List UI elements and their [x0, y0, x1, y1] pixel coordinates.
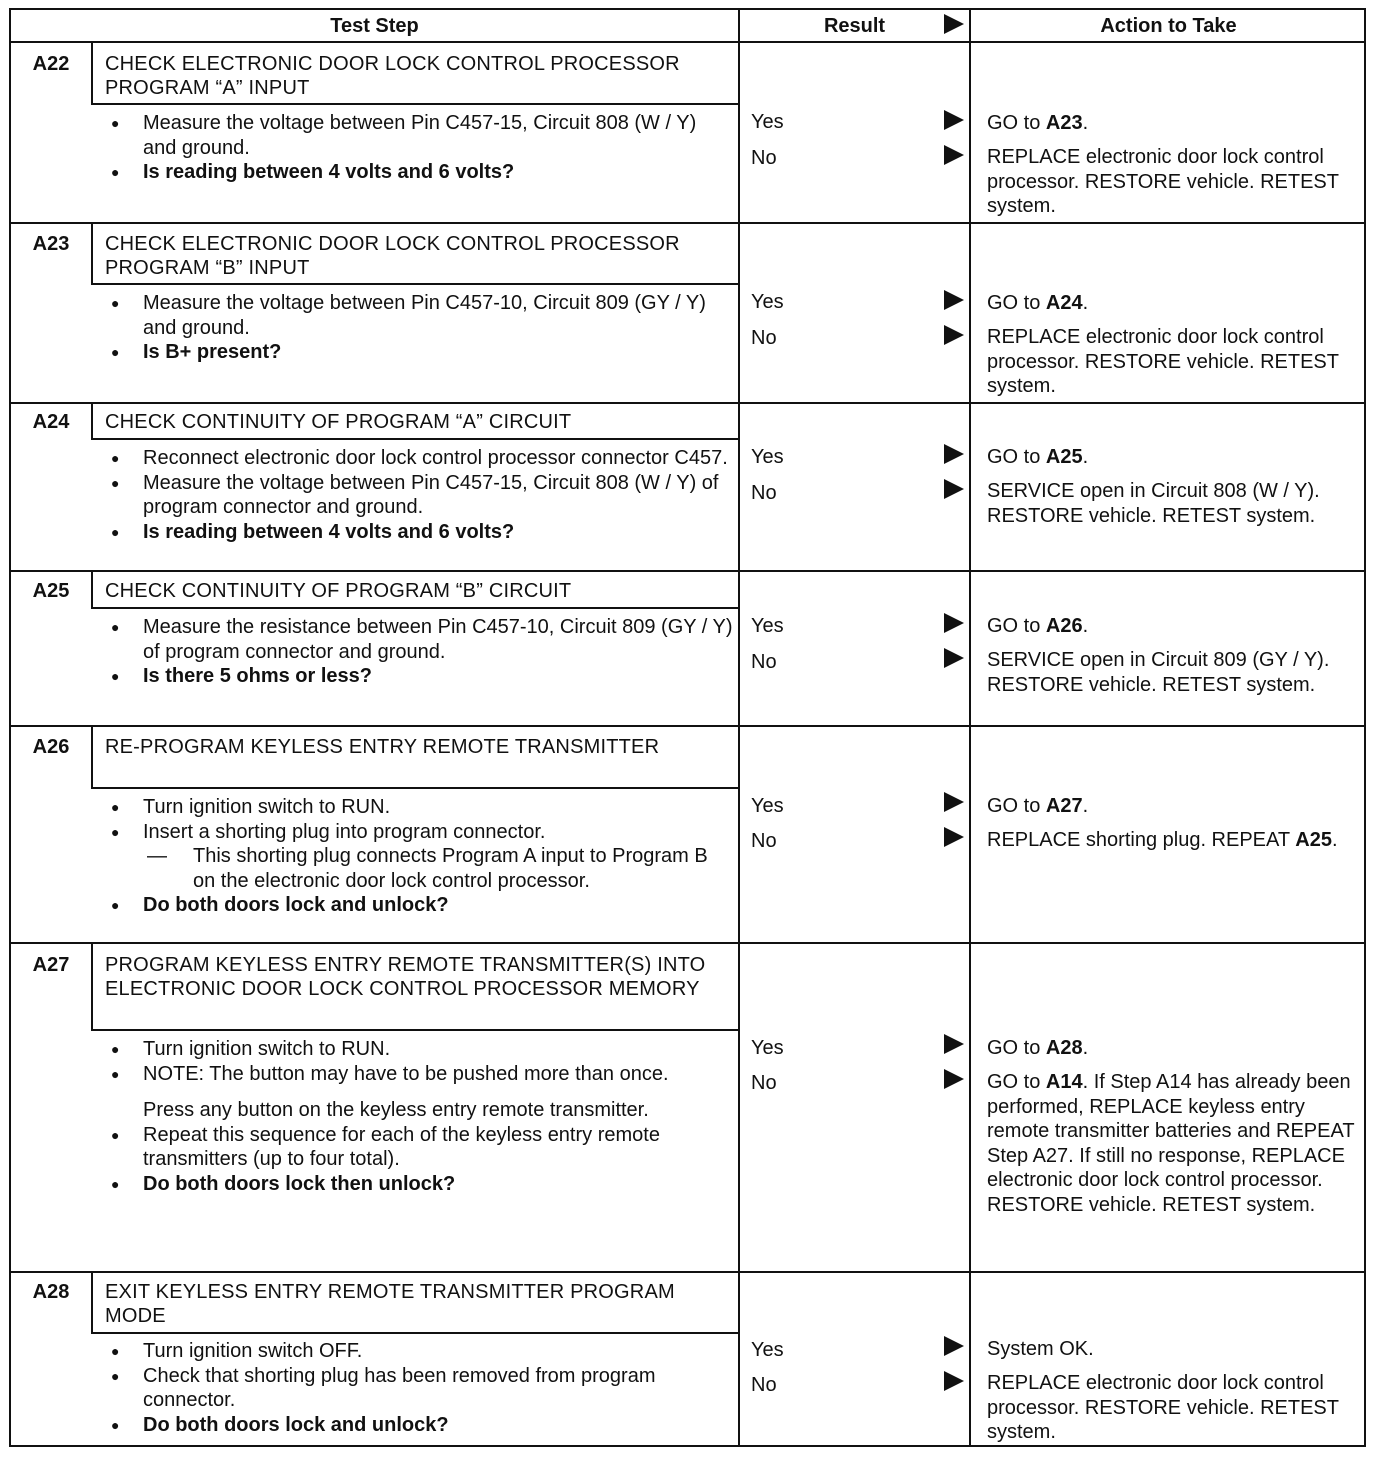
step-title-divider: [91, 1332, 738, 1334]
step-instructions-a28: [105, 1339, 735, 1437]
step-id-divider: [91, 43, 93, 103]
step-instructions-a23: [105, 291, 735, 365]
result-no: No: [751, 482, 777, 504]
header-arrow-icon: [944, 14, 964, 34]
step-id-divider: [91, 1272, 93, 1332]
arrow-icon: [944, 145, 964, 165]
action-no-a23: REPLACE electronic door lock control processor. RESTORE vehicle. RETEST system.: [987, 326, 1339, 397]
instruction: ● Check that shorting plug has been removed from program connector.: [105, 1364, 735, 1413]
row-divider: [11, 402, 1364, 404]
step-id-a23: A23: [32, 233, 70, 255]
header-result: Result: [823, 15, 886, 37]
instruction: ● Repeat this sequence for each of the keyless entry remote transmitters (up to four total).: [105, 1123, 735, 1172]
step-title-divider: [91, 787, 738, 789]
result-no: No: [751, 327, 777, 349]
row-divider: [11, 570, 1364, 572]
result-yes: Yes: [751, 291, 784, 313]
arrow-icon: [944, 290, 964, 310]
action-column-divider: [969, 10, 971, 1445]
arrow-icon: [944, 792, 964, 812]
result-yes: Yes: [751, 1037, 784, 1059]
result-column-divider: [738, 10, 740, 1445]
step-id-a22: A22: [32, 53, 70, 75]
step-id-a26: A26: [32, 736, 70, 758]
instruction-detail: — This shorting plug connects Program A input to Program B on the electronic door lock control processor.: [105, 844, 735, 893]
step-title-a27: PROGRAM KEYLESS ENTRY REMOTE TRANSMITTER(S) INTO ELECTRONIC DOOR LOCK CONTROL PROCESSOR MEMORY: [105, 954, 706, 1000]
instruction: ● Measure the voltage between Pin C457-10, Circuit 809 (GY / Y) and ground.: [105, 291, 735, 340]
instruction: ● Turn ignition switch to RUN.: [105, 795, 735, 820]
arrow-icon: [944, 110, 964, 130]
instruction-question: ● Is reading between 4 volts and 6 volts?: [105, 160, 735, 185]
step-instructions-a25: [105, 615, 735, 689]
step-title-a24: CHECK CONTINUITY OF PROGRAM “A” CIRCUIT: [105, 411, 572, 433]
action-no-a25: SERVICE open in Circuit 809 (GY / Y). RESTORE vehicle. RETEST system.: [987, 649, 1330, 696]
row-divider: [11, 725, 1364, 727]
action-no-a26: REPLACE shorting plug. REPEAT A25.: [987, 829, 1338, 851]
step-instructions-a27: [105, 1037, 735, 1196]
action-yes-a26: GO to A27.: [987, 795, 1089, 817]
step-instructions-a26: [105, 795, 735, 918]
result-yes: Yes: [751, 446, 784, 468]
step-id-divider: [91, 403, 93, 438]
arrow-icon: [944, 648, 964, 668]
result-no: No: [751, 1374, 777, 1396]
arrow-icon: [944, 1371, 964, 1391]
result-no: No: [751, 651, 777, 673]
row-divider: [11, 222, 1364, 224]
step-title-divider: [91, 1029, 738, 1031]
step-id-divider: [91, 726, 93, 787]
step-title-divider: [91, 607, 738, 609]
step-id-a28: A28: [32, 1281, 70, 1303]
instruction-question: ● Do both doors lock and unlock?: [105, 893, 735, 918]
instruction-question: ● Is reading between 4 volts and 6 volts?: [105, 520, 735, 545]
instruction-question: ● Do both doors lock then unlock?: [105, 1172, 735, 1197]
arrow-icon: [944, 479, 964, 499]
step-title-a22: CHECK ELECTRONIC DOOR LOCK CONTROL PROCESSOR PROGRAM “A” INPUT: [105, 53, 680, 99]
header-action: Action to Take: [1100, 15, 1237, 37]
step-title-a25: CHECK CONTINUITY OF PROGRAM “B” CIRCUIT: [105, 580, 572, 602]
action-yes-a27: GO to A28.: [987, 1037, 1089, 1059]
action-no-a27: GO to A14. If Step A14 has already been performed, REPLACE keyless entry remote transmitter batteries and REPEAT Step A27. If still no response, REPLACE electronic door lock control processor. RESTORE vehicle. RETEST system.: [987, 1071, 1355, 1216]
action-yes-a25: GO to A26.: [987, 615, 1089, 637]
header-test-step: Test Step: [330, 15, 419, 37]
action-no-a24: SERVICE open in Circuit 808 (W / Y). RESTORE vehicle. RETEST system.: [987, 480, 1320, 527]
row-divider: [11, 942, 1364, 944]
step-title-divider: [91, 103, 738, 105]
instruction-question: ● Is B+ present?: [105, 340, 735, 365]
instruction: ● Reconnect electronic door lock control processor connector C457.: [105, 446, 735, 471]
step-id-divider: [91, 223, 93, 283]
step-id-a25: A25: [32, 580, 70, 602]
instruction: ● NOTE: The button may have to be pushed more than once.: [105, 1062, 735, 1087]
instruction: ● Turn ignition switch to RUN.: [105, 1037, 735, 1062]
step-title-divider: [91, 438, 738, 440]
result-yes: Yes: [751, 615, 784, 637]
action-no-a22: REPLACE electronic door lock control processor. RESTORE vehicle. RETEST system.: [987, 146, 1339, 217]
instruction-question: ● Is there 5 ohms or less?: [105, 664, 735, 689]
arrow-icon: [944, 1336, 964, 1356]
arrow-icon: [944, 1034, 964, 1054]
test-step-table: [9, 8, 1366, 1447]
step-id-divider: [91, 571, 93, 607]
result-yes: Yes: [751, 795, 784, 817]
step-id-a27: A27: [32, 954, 70, 976]
action-no-a28: REPLACE electronic door lock control processor. RESTORE vehicle. RETEST system.: [987, 1372, 1339, 1443]
instruction: ● Measure the voltage between Pin C457-15, Circuit 808 (W / Y) and ground.: [105, 111, 735, 160]
arrow-icon: [944, 827, 964, 847]
instruction: ● Measure the voltage between Pin C457-15, Circuit 808 (W / Y) of program connector and ground.: [105, 471, 735, 520]
step-title-a26: RE-PROGRAM KEYLESS ENTRY REMOTE TRANSMITTER: [105, 736, 660, 758]
action-yes-a28: System OK.: [987, 1338, 1094, 1360]
instruction: ● Measure the resistance between Pin C457-10, Circuit 809 (GY / Y) of program connector and ground.: [105, 615, 735, 664]
instruction: ● Turn ignition switch OFF.: [105, 1339, 735, 1364]
arrow-icon: [944, 325, 964, 345]
step-title-a28: EXIT KEYLESS ENTRY REMOTE TRANSMITTER PROGRAM MODE: [105, 1281, 675, 1327]
result-no: No: [751, 1072, 777, 1094]
step-id-a24: A24: [32, 411, 70, 433]
result-no: No: [751, 147, 777, 169]
step-title-divider: [91, 283, 738, 285]
result-no: No: [751, 830, 777, 852]
action-yes-a23: GO to A24.: [987, 292, 1089, 314]
result-yes: Yes: [751, 1339, 784, 1361]
action-yes-a24: GO to A25.: [987, 446, 1089, 468]
step-title-a23: CHECK ELECTRONIC DOOR LOCK CONTROL PROCESSOR PROGRAM “B” INPUT: [105, 233, 680, 279]
arrow-icon: [944, 1069, 964, 1089]
arrow-icon: [944, 613, 964, 633]
result-yes: Yes: [751, 111, 784, 133]
instruction: ● Insert a shorting plug into program connector.: [105, 820, 735, 845]
step-id-divider: [91, 943, 93, 1029]
step-instructions-a24: [105, 446, 735, 544]
instruction-detail: Press any button on the keyless entry remote transmitter.: [143, 1099, 649, 1121]
instruction-question: ● Do both doors lock and unlock?: [105, 1413, 735, 1438]
header-divider: [11, 41, 1364, 43]
row-divider: [11, 1271, 1364, 1273]
step-instructions-a22: [105, 111, 735, 185]
arrow-icon: [944, 444, 964, 464]
action-yes-a22: GO to A23.: [987, 112, 1089, 134]
